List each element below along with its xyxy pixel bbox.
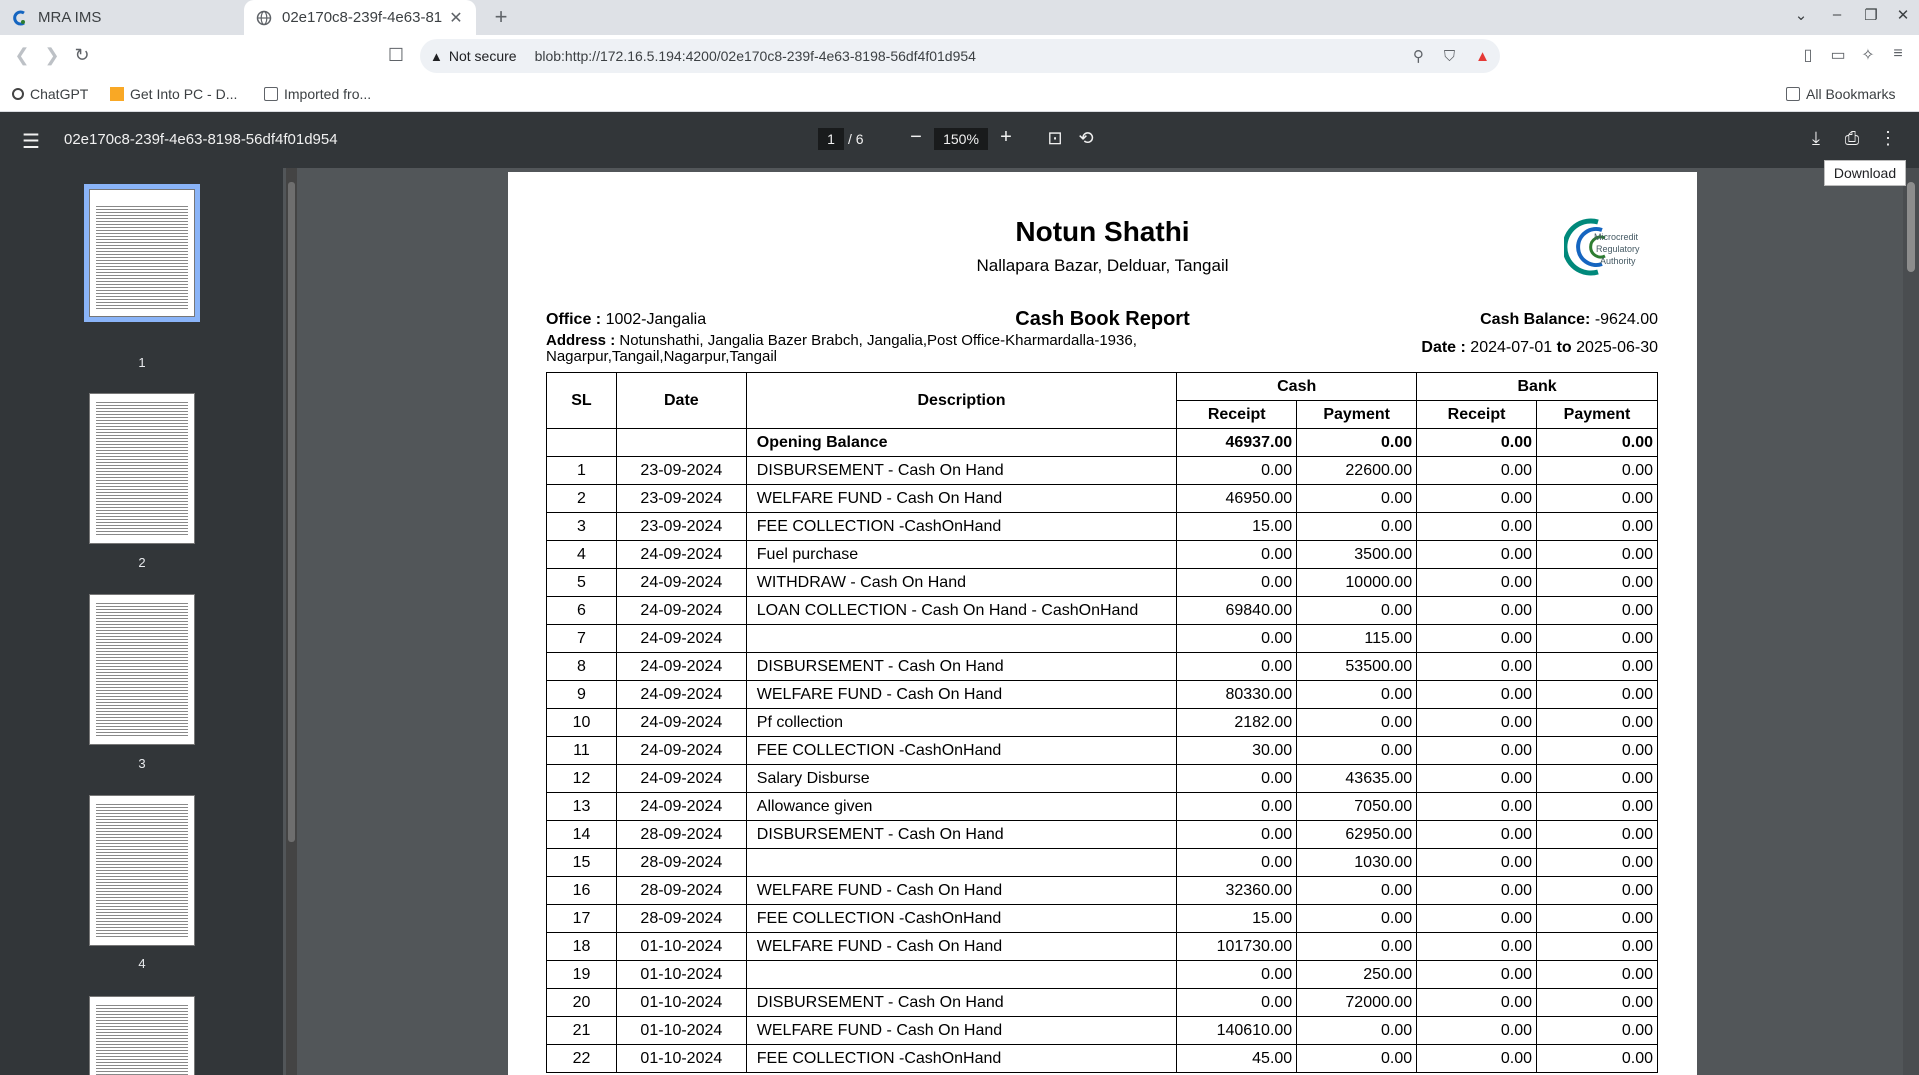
cash-receipt-cell: 69840.00 [1177,597,1297,625]
organization-name: Notun Shathi [1015,216,1190,247]
opening-balance-row [547,429,1658,457]
url-text[interactable]: blob:http://172.16.5.194:4200/02e170c8-239f-4e63-8198-56df4f01d954 [534,48,976,64]
date-cell: 24-09-2024 [616,625,746,653]
cash-receipt-cell: 0.00 [1177,541,1297,569]
sl-cell: 17 [547,905,617,933]
pdf-page [508,172,1697,1075]
sl-cell: 5 [547,569,617,597]
cash-payment-cell: 10000.00 [1297,569,1417,597]
description-cell: Allowance given [746,793,1177,821]
description-cell: Salary Disburse [746,765,1177,793]
date-cell: 28-09-2024 [616,821,746,849]
bank-receipt-cell: 0.00 [1417,457,1537,485]
thumb-content [96,400,188,537]
date-from: 2024-07-01 [1470,339,1553,356]
chatgpt-icon [12,88,24,100]
date-cell: 01-10-2024 [616,1045,746,1073]
bookmark-label: Imported fro... [284,86,372,102]
bank-receipt-cell: 0.00 [1417,1045,1537,1073]
security-indicator[interactable] [430,48,517,64]
bookmark-getintopc[interactable] [110,86,237,102]
thumbnail-number: 3 [138,756,146,771]
bank-receipt-cell: 0.00 [1417,821,1537,849]
fit-page-icon[interactable]: ⊡ [1047,128,1063,148]
organization-address: Nallapara Bazar, Delduar, Tangail [976,256,1229,275]
date-cell: 24-09-2024 [616,653,746,681]
cash-payment-cell: 1030.00 [1297,849,1417,877]
address-value-line2: Nagarpur,Tangail,Nagarpur,Tangail [546,348,777,365]
restore-icon[interactable]: ❐ [1864,7,1878,24]
description-cell: WELFARE FUND - Cash On Hand [746,877,1177,905]
address-value: Notunshathi, Jangalia Bazer Brabch, Jangalia,Post Office-Kharmardalla-1936, [619,332,1137,349]
cash-receipt-cell: 0.00 [1177,653,1297,681]
description-cell: WELFARE FUND - Cash On Hand [746,681,1177,709]
report-title: Cash Book Report [1015,308,1190,330]
sl-cell: 12 [547,765,617,793]
date-cell: 24-09-2024 [616,597,746,625]
all-bookmarks[interactable] [1786,86,1895,102]
scroll-thumb[interactable] [1907,182,1915,272]
cash-receipt-cell: 80330.00 [1177,681,1297,709]
description-cell: FEE COLLECTION -CashOnHand [746,513,1177,541]
header-bank: Bank [1417,373,1658,401]
cash-payment-cell: 0.00 [1297,877,1417,905]
sl-cell: 15 [547,849,617,877]
cash-payment-cell: 22600.00 [1297,457,1417,485]
opening-bank-receipt: 0.00 [1417,429,1537,457]
bank-payment-cell: 0.00 [1537,597,1658,625]
cash-receipt-cell: 30.00 [1177,737,1297,765]
date-range-line [1421,339,1658,357]
bank-payment-cell: 0.00 [1537,709,1658,737]
warning-icon: ▲ [430,48,443,64]
bank-payment-cell: 0.00 [1537,513,1658,541]
cash-receipt-cell: 0.00 [1177,625,1297,653]
date-cell: 01-10-2024 [616,989,746,1017]
bank-payment-cell: 0.00 [1537,821,1658,849]
cash-receipt-cell: 45.00 [1177,1045,1297,1073]
bank-payment-cell: 0.00 [1537,653,1658,681]
thumb-content [96,802,188,939]
header-bank-receipt: Receipt [1417,401,1537,429]
sl-cell: 2 [547,485,617,513]
back-icon[interactable]: ❮ [14,45,30,65]
bank-receipt-cell: 0.00 [1417,709,1537,737]
bank-payment-cell: 0.00 [1537,765,1658,793]
cash-receipt-cell: 2182.00 [1177,709,1297,737]
office-label: Office : [546,311,602,328]
browser-toolbar [0,35,1919,78]
cash-payment-cell: 0.00 [1297,485,1417,513]
date-cell: 24-09-2024 [616,793,746,821]
cash-payment-cell: 115.00 [1297,625,1417,653]
sl-cell: 7 [547,625,617,653]
bank-payment-cell: 0.00 [1537,485,1658,513]
opening-cash-receipt: 46937.00 [1177,429,1297,457]
header-bank-payment: Payment [1537,401,1658,429]
sl-cell: 3 [547,513,617,541]
opening-bank-payment: 0.00 [1537,429,1658,457]
zoom-out-icon[interactable]: − [910,126,922,148]
sl-cell: 6 [547,597,617,625]
wallet-icon[interactable]: ▭ [1830,47,1846,64]
svg-text:Microcredit: Microcredit [1594,232,1639,242]
table-row [547,653,1658,681]
sl-cell: 21 [547,1017,617,1045]
bookmark-label: Get Into PC - D... [130,86,238,102]
cash-receipt-cell: 0.00 [1177,849,1297,877]
office-value: 1002-Jangalia [605,311,707,328]
bank-payment-cell: 0.00 [1537,1017,1658,1045]
bank-payment-cell: 0.00 [1537,457,1658,485]
getintopc-icon [110,87,124,101]
date-label: Date : [1421,339,1466,356]
table-row [547,709,1658,737]
description-cell: FEE COLLECTION -CashOnHand [746,905,1177,933]
table-row [547,457,1658,485]
header-cash: Cash [1177,373,1417,401]
description-cell: FEE COLLECTION -CashOnHand [746,1045,1177,1073]
new-tab-icon[interactable]: + [494,4,508,29]
header-cash-payment: Payment [1297,401,1417,429]
leo-ai-icon[interactable]: ✧ [1861,47,1875,64]
bank-payment-cell: 0.00 [1537,933,1658,961]
bank-payment-cell: 0.00 [1537,625,1658,653]
brave-rewards-icon[interactable]: ▲ [1475,47,1490,65]
cash-payment-cell: 43635.00 [1297,765,1417,793]
zoom-in-icon[interactable]: + [1000,126,1012,148]
date-cell: 24-09-2024 [616,681,746,709]
download-icon[interactable]: ⤓ [1812,128,1820,148]
date-cell: 24-09-2024 [616,765,746,793]
cash-payment-cell: 72000.00 [1297,989,1417,1017]
sl-cell: 20 [547,989,617,1017]
table-row [547,933,1658,961]
description-cell [746,849,1177,877]
bank-receipt-cell: 0.00 [1417,905,1537,933]
svg-text:Regulatory: Regulatory [1596,244,1640,254]
description-cell: WELFARE FUND - Cash On Hand [746,1017,1177,1045]
tab-search-icon[interactable]: ⌄ [1794,7,1808,24]
menu-icon[interactable]: ≡ [1893,45,1903,62]
svg-text:Authority: Authority [1600,256,1636,266]
cash-payment-cell: 0.00 [1297,1017,1417,1045]
sidebar-scrollbar[interactable] [286,168,297,1075]
security-label: Not secure [448,48,517,64]
description-cell: WELFARE FUND - Cash On Hand [746,485,1177,513]
description-cell [746,961,1177,989]
bank-payment-cell: 0.00 [1537,905,1658,933]
cash-receipt-cell: 15.00 [1177,513,1297,541]
tab-label: 02e170c8-239f-4e63-81 [282,9,443,26]
bookmark-icon[interactable]: ☐ [387,45,405,65]
table-row [547,541,1658,569]
header-date: Date [616,373,746,429]
date-cell: 23-09-2024 [616,457,746,485]
bank-payment-cell: 0.00 [1537,877,1658,905]
table-row [547,989,1658,1017]
bank-payment-cell: 0.00 [1537,569,1658,597]
cell [547,429,617,457]
cash-receipt-cell: 15.00 [1177,905,1297,933]
header-sl: SL [547,373,617,429]
table-row [547,681,1658,709]
cash-balance-value: -9624.00 [1594,311,1658,328]
table-row [547,961,1658,989]
download-tooltip: Download [1824,160,1906,186]
pdf-toolbar [0,112,1919,168]
table-row [547,877,1658,905]
table-row [547,905,1658,933]
thumbnail-number: 2 [138,555,146,570]
sl-cell: 14 [547,821,617,849]
date-to-label: to [1556,339,1572,356]
date-cell: 01-10-2024 [616,933,746,961]
tab-label: MRA IMS [38,9,102,26]
date-cell: 28-09-2024 [616,905,746,933]
cash-receipt-cell: 32360.00 [1177,877,1297,905]
description-cell: DISBURSEMENT - Cash On Hand [746,821,1177,849]
bank-receipt-cell: 0.00 [1417,989,1537,1017]
bank-receipt-cell: 0.00 [1417,1017,1537,1045]
bank-payment-cell: 0.00 [1537,793,1658,821]
address-label: Address : [546,332,616,349]
bank-receipt-cell: 0.00 [1417,625,1537,653]
bookmark-chatgpt[interactable] [12,86,88,102]
page-thumbnail[interactable] [89,594,195,745]
thumbnail-number: 1 [138,355,146,370]
hamburger-menu-icon[interactable]: ☰ [22,131,40,153]
folder-icon [1786,87,1800,101]
tab-strip [0,0,1919,35]
address-bar[interactable] [420,39,1500,73]
all-bookmarks-label: All Bookmarks [1806,86,1896,102]
bank-receipt-cell: 0.00 [1417,653,1537,681]
description-cell: FEE COLLECTION -CashOnHand [746,737,1177,765]
sl-cell: 22 [547,1045,617,1073]
bank-payment-cell: 0.00 [1537,989,1658,1017]
description-cell: DISBURSEMENT - Cash On Hand [746,457,1177,485]
thumb-content [96,1003,188,1075]
date-cell: 23-09-2024 [616,513,746,541]
description-cell: DISBURSEMENT - Cash On Hand [746,653,1177,681]
cash-payment-cell: 7050.00 [1297,793,1417,821]
page-thumbnail[interactable] [89,189,195,317]
page-total: / 6 [848,131,864,147]
cash-receipt-cell: 0.00 [1177,961,1297,989]
mra-favicon-icon [12,10,28,26]
bookmark-imported[interactable] [264,86,371,102]
date-cell: 24-09-2024 [616,541,746,569]
bank-receipt-cell: 0.00 [1417,513,1537,541]
bookmarks-bar [0,78,1919,112]
cash-receipt-cell: 0.00 [1177,821,1297,849]
thumb-content [96,204,188,310]
description-cell: LOAN COLLECTION - Cash On Hand - CashOnHand [746,597,1177,625]
description-cell: Pf collection [746,709,1177,737]
bank-receipt-cell: 0.00 [1417,485,1537,513]
date-cell: 28-09-2024 [616,849,746,877]
sl-cell: 18 [547,933,617,961]
mra-logo [1564,214,1654,278]
document-scrollbar[interactable] [1903,168,1919,1075]
cash-payment-cell: 0.00 [1297,933,1417,961]
table-row [547,485,1658,513]
cash-payment-cell: 53500.00 [1297,653,1417,681]
description-cell: Fuel purchase [746,541,1177,569]
description-cell [746,625,1177,653]
cash-balance-line [1480,311,1658,329]
description-cell: DISBURSEMENT - Cash On Hand [746,989,1177,1017]
address-line [546,333,1186,365]
cash-payment-cell: 3500.00 [1297,541,1417,569]
bank-payment-cell: 0.00 [1537,737,1658,765]
cash-receipt-cell: 140610.00 [1177,1017,1297,1045]
tab-mra-ims[interactable] [0,0,242,35]
bank-receipt-cell: 0.00 [1417,569,1537,597]
zoom-icon[interactable]: ⚲ [1412,48,1424,65]
table-row [547,737,1658,765]
sl-cell: 16 [547,877,617,905]
cell [616,429,746,457]
page-thumbnail[interactable] [89,996,195,1075]
cash-payment-cell: 0.00 [1297,513,1417,541]
table-row [547,597,1658,625]
bank-receipt-cell: 0.00 [1417,541,1537,569]
rotate-icon[interactable]: ⟲ [1078,128,1094,148]
date-cell: 01-10-2024 [616,1017,746,1045]
table-row [547,625,1658,653]
bank-receipt-cell: 0.00 [1417,765,1537,793]
bank-receipt-cell: 0.00 [1417,597,1537,625]
opening-cash-payment: 0.00 [1297,429,1417,457]
print-icon[interactable]: ⎙ [1844,128,1860,148]
bank-payment-cell: 0.00 [1537,961,1658,989]
header-cash-receipt: Receipt [1177,401,1297,429]
table-row [547,821,1658,849]
bank-payment-cell: 0.00 [1537,849,1658,877]
opening-balance-label: Opening Balance [746,429,1177,457]
page-thumbnail[interactable] [89,393,195,544]
close-tab-icon[interactable]: ✕ [449,9,463,27]
folder-icon [264,87,278,101]
minimize-icon[interactable]: – [1832,6,1842,23]
more-options-icon[interactable]: ⋮ [1879,128,1897,148]
cash-payment-cell: 62950.00 [1297,821,1417,849]
bank-receipt-cell: 0.00 [1417,961,1537,989]
sl-cell: 13 [547,793,617,821]
date-cell: 24-09-2024 [616,709,746,737]
cash-payment-cell: 0.00 [1297,681,1417,709]
bank-payment-cell: 0.00 [1537,541,1658,569]
cash-book-table [546,372,1658,1073]
date-cell: 24-09-2024 [616,569,746,597]
cash-receipt-cell: 0.00 [1177,793,1297,821]
cash-balance-label: Cash Balance: [1480,311,1591,328]
bank-receipt-cell: 0.00 [1417,793,1537,821]
bank-receipt-cell: 0.00 [1417,877,1537,905]
cash-payment-cell: 0.00 [1297,709,1417,737]
cash-receipt-cell: 46950.00 [1177,485,1297,513]
cash-receipt-cell: 0.00 [1177,765,1297,793]
thumbnail-number: 4 [138,956,146,971]
bank-receipt-cell: 0.00 [1417,681,1537,709]
brave-shield-icon[interactable]: ⛉ [1443,47,1456,65]
cash-receipt-cell: 0.00 [1177,989,1297,1017]
description-cell: WELFARE FUND - Cash On Hand [746,933,1177,961]
table-row [547,1045,1658,1073]
page-number-input[interactable]: 1 [818,128,844,150]
cash-receipt-cell: 0.00 [1177,569,1297,597]
cash-receipt-cell: 101730.00 [1177,933,1297,961]
cash-receipt-cell: 0.00 [1177,457,1297,485]
cash-payment-cell: 0.00 [1297,905,1417,933]
description-cell: WITHDRAW - Cash On Hand [746,569,1177,597]
sl-cell: 19 [547,961,617,989]
bank-receipt-cell: 0.00 [1417,737,1537,765]
bank-receipt-cell: 0.00 [1417,849,1537,877]
scroll-thumb[interactable] [288,182,295,842]
reload-icon[interactable]: ↻ [74,45,90,65]
table-row [547,1017,1658,1045]
cash-payment-cell: 0.00 [1297,737,1417,765]
table-row [547,765,1658,793]
header-description: Description [746,373,1177,429]
cash-payment-cell: 250.00 [1297,961,1417,989]
sl-cell: 1 [547,457,617,485]
bank-payment-cell: 0.00 [1537,1045,1658,1073]
date-cell: 23-09-2024 [616,485,746,513]
zoom-input[interactable]: 150% [934,128,988,150]
bank-receipt-cell: 0.00 [1417,933,1537,961]
close-window-icon[interactable]: ✕ [1896,7,1910,24]
page-thumbnail[interactable] [89,795,195,946]
globe-icon [256,10,272,26]
date-to: 2025-06-30 [1576,339,1658,356]
thumb-content [96,601,188,738]
sl-cell: 9 [547,681,617,709]
table-row [547,569,1658,597]
bookmark-label: ChatGPT [30,86,89,102]
date-cell: 24-09-2024 [616,737,746,765]
date-cell: 01-10-2024 [616,961,746,989]
cash-payment-cell: 0.00 [1297,1045,1417,1073]
thumbnail-sidebar [0,168,283,1075]
document-title: 02e170c8-239f-4e63-8198-56df4f01d954 [64,131,338,148]
table-row [547,849,1658,877]
tab-pdf[interactable] [244,0,476,35]
bank-payment-cell: 0.00 [1537,681,1658,709]
forward-icon[interactable]: ❯ [44,45,60,65]
sl-cell: 10 [547,709,617,737]
sl-cell: 4 [547,541,617,569]
table-row [547,513,1658,541]
sidebar-toggle-icon[interactable]: ▯ [1803,47,1813,64]
office-line [546,311,706,329]
sl-cell: 8 [547,653,617,681]
cash-payment-cell: 0.00 [1297,597,1417,625]
document-viewport [297,168,1903,1075]
table-row [547,793,1658,821]
date-cell: 28-09-2024 [616,877,746,905]
sl-cell: 11 [547,737,617,765]
